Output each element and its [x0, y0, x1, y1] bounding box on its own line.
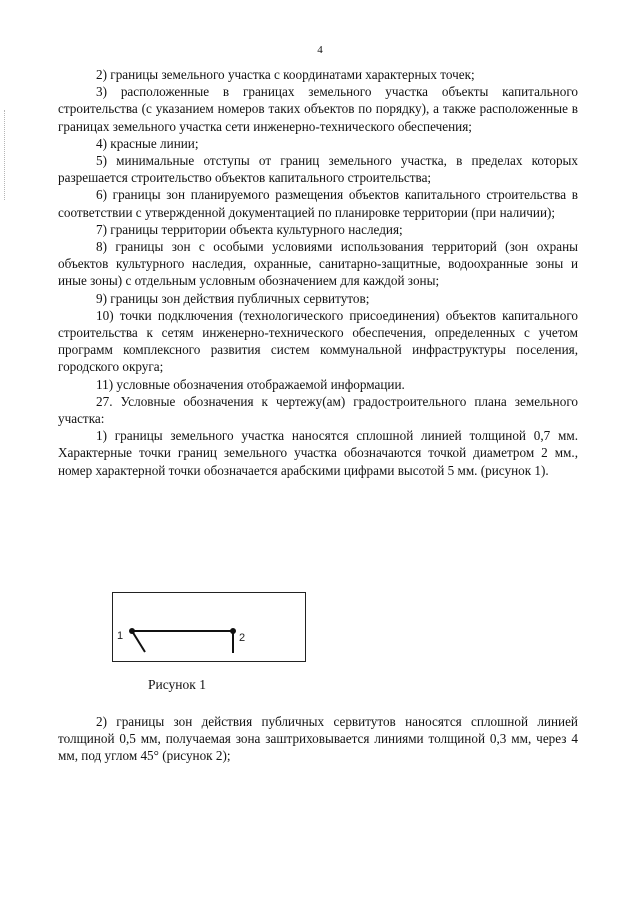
scan-artifact: [4, 110, 7, 200]
paragraph: 1) границы земельного участка наносятся сплошной линией толщиной 0,7 мм. Характерные точки границ земельного участка обозначаются точкой диаметром 2 мм., номер характерной точки обозначается арабскими цифрами высотой 5 мм. (рисунок 1).: [58, 428, 578, 478]
paragraph: 6) границы зон планируемого размещения объектов капитального строительства в соответствии с утвержденной документацией по планировке территории (при наличии);: [58, 187, 578, 220]
figure-1-drawing: [112, 592, 306, 662]
paragraph: 5) минимальные отступы от границ земельного участка, в пределах которых разрешается строительство объектов капитального строительства;: [58, 153, 578, 186]
paragraph: 11) условные обозначения отображаемой информации.: [96, 376, 405, 392]
paragraph: 7) границы территории объекта культурного наследия;: [96, 221, 403, 237]
page-number: 4: [317, 44, 323, 56]
paragraph: 8) границы зон с особыми условиями использования территорий (зон охраны объектов культурного наследия, охранные, санитарно-защитные, водоохранные зоны и иные зоны) с отдельным условным обозначением для каждой зоны;: [58, 239, 578, 289]
paragraph: 9) границы зон действия публичных сервитутов;: [96, 290, 370, 306]
paragraph: 27. Условные обозначения к чертежу(ам) градостроительного плана земельного участка:: [58, 393, 578, 427]
characteristic-point-1: [129, 628, 135, 634]
figure-caption: Рисунок 1: [148, 677, 206, 692]
document-body-continued: [58, 713, 578, 765]
paragraph: 2) границы зон действия публичных сервитутов наносятся сплошной линией толщиной 0,5 мм, получаемая зона заштриховывается линиями толщиной 0,3 мм, через 4 мм, под углом 45° (рисунок 2);: [58, 714, 578, 764]
paragraph: 3) расположенные в границах земельного участка объекты капитального строительства (с указанием номеров таких объектов по порядку), а также расположенные в границах земельного участка сети инженерно-технического обеспечения;: [58, 84, 578, 134]
point-2-label: 2: [239, 632, 246, 644]
document-body: [58, 66, 578, 479]
point-1-label: 1: [117, 630, 124, 642]
paragraph: 4) красные линии;: [96, 135, 199, 151]
paragraph: 10) точки подключения (технологического присоединения) объектов капитального строительства к сетям инженерно-технического обеспечения, определенных с учетом программ комплексного развития систем коммунальной инфраструктуры поселения, городского округа;: [58, 307, 578, 375]
boundary-line-left-segment: [132, 631, 145, 652]
paragraph: 2) границы земельного участка с координатами характерных точек;: [96, 67, 475, 82]
characteristic-point-2: [230, 628, 236, 634]
